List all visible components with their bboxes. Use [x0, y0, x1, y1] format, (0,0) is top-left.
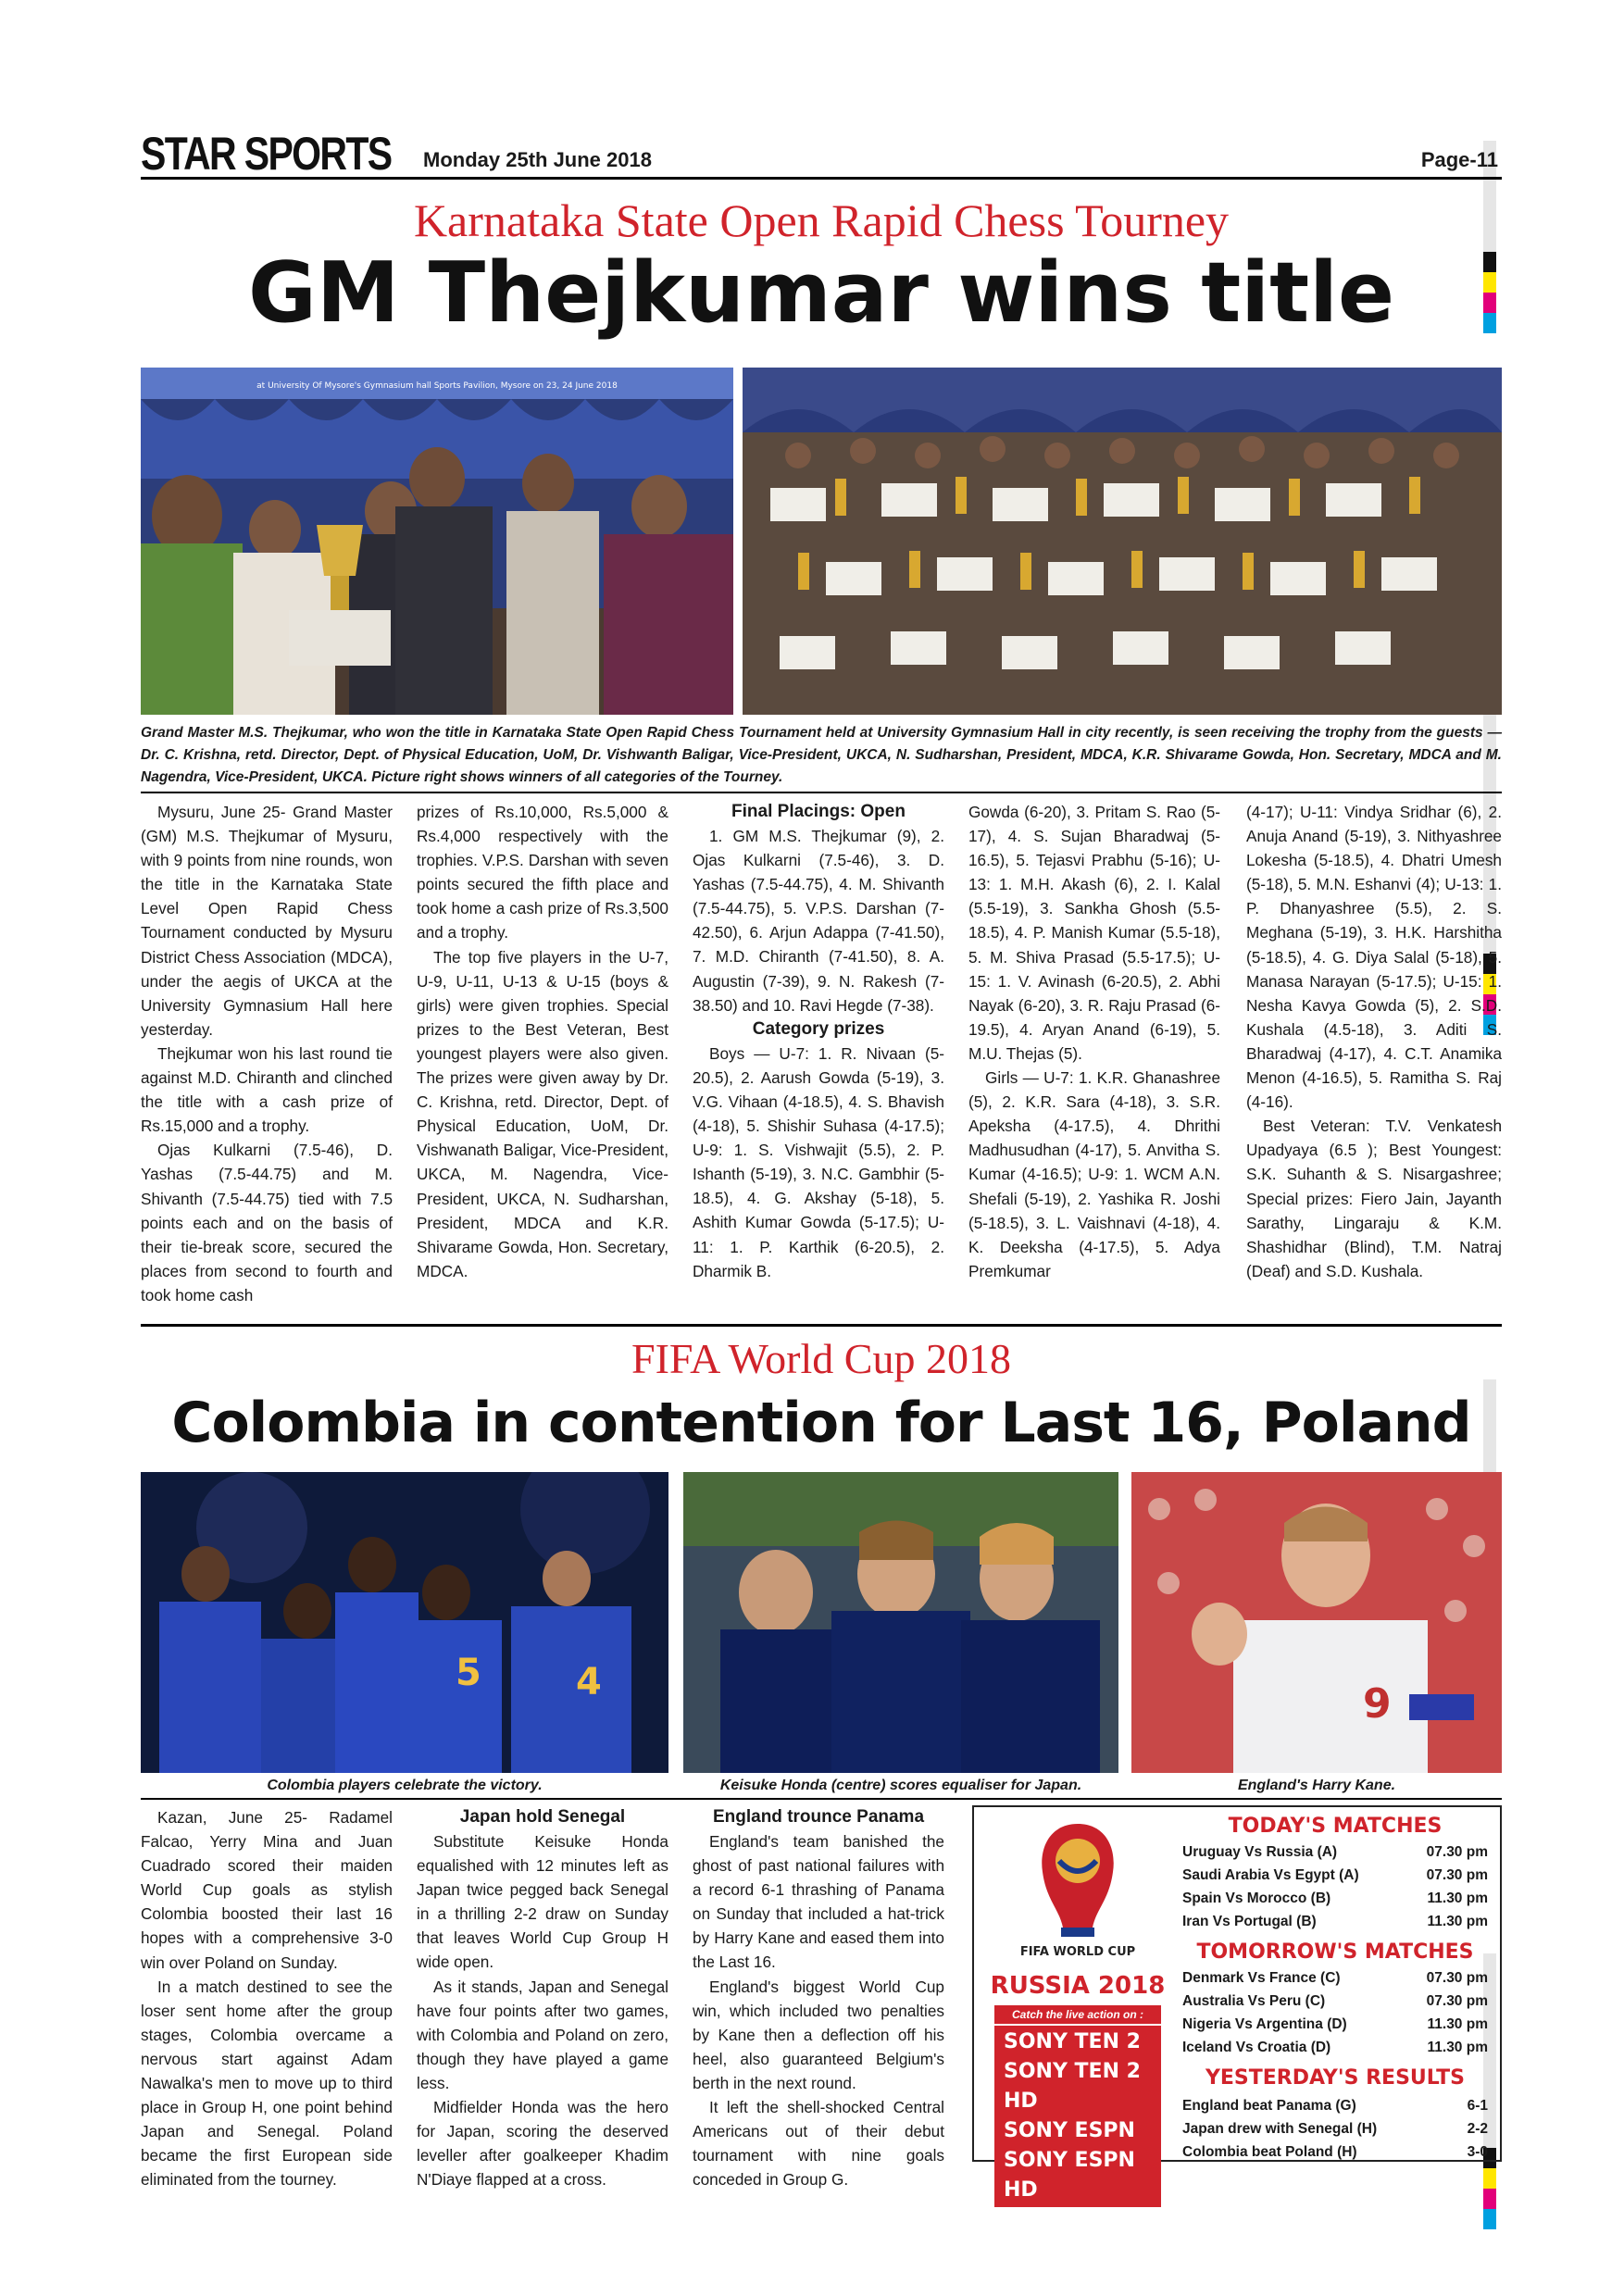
channel-item: SONY TEN 2	[994, 2028, 1161, 2057]
logo-line1: FIFA WORLD CUP	[1019, 1945, 1136, 1959]
banner-text: at University Of Mysore's Gymnasium hall Sports Pavilion, Mysore on 23, 24 June 2018	[256, 381, 618, 391]
paragraph: It left the shell-shocked Central Americans out of their debut tournament with nine goals conceded in Group G.	[693, 2098, 944, 2190]
match-name: Saudi Arabia Vs Egypt (A)	[1182, 1867, 1359, 1883]
world-cup-logo	[985, 1816, 1170, 1974]
schedule-lists	[1182, 1813, 1488, 2164]
match-time: 11.30 pm	[1427, 1890, 1488, 1906]
harry-kane-photo	[1131, 1472, 1502, 1773]
chess-headline: GM Thejkumar wins title	[247, 244, 1395, 342]
match-time: 07.30 pm	[1426, 1844, 1488, 1860]
chess-column-5	[1246, 800, 1502, 1283]
paragraph: Thejkumar won his last round tie against M.D. Chiranth and clinched the title with a cash prize of Rs.15,000 and a trophy.	[141, 1043, 393, 1136]
schedule-row	[1182, 1887, 1488, 1910]
chess-photo-caption: Grand Master M.S. Thejkumar, who won the title in Karnataka State Open Rapid Chess Tournament held at University Gymnasium Hall in city recently, is seen receiving the trophy from the guests — Dr. C. Krishna, retd. Director, Dept. of Physical Education, UoM, Dr. Vishwanth Baligar, Vice-President, UKCA, N. Sudharshan, President, MDCA, K.R. Shivarame Gowda, Hon. Secretary, MDCA and M. Nagendra, Vice-President, UKCA. Picture right shows winners of all categories of the Tourney.	[141, 725, 1502, 785]
paragraph: Midfielder Honda was the hero for Japan, scoring the deserved leveller after goalkeeper Khadim N'Diaye flapped at a cross.	[417, 2098, 668, 2190]
trophy-presentation-photo	[141, 368, 733, 715]
chess-column-3	[693, 800, 944, 1283]
schedule-row	[1182, 1910, 1488, 1933]
channel-item: SONY TEN 2 HD	[994, 2057, 1161, 2116]
match-time: 07.30 pm	[1426, 1867, 1488, 1883]
yesterdays-results-list	[1182, 2094, 1488, 2164]
schedule-row	[1182, 2117, 1488, 2140]
fifa-caption-divider	[141, 1798, 1502, 1800]
schedule-row	[1182, 2013, 1488, 2036]
chess-column-2	[417, 800, 668, 1283]
section-divider	[141, 1324, 1502, 1327]
japan-photo-caption: Keisuke Honda (centre) scores equaliser for Japan.	[719, 1778, 1082, 1793]
paragraph: The top five players in the U-7, U-9, U-11, U-13 & U-15 (boys & girls) were given trophies. Special prizes to the Best Veteran, Best youngest players were also given. The prizes were given away by Dr. C. Krishna, retd. Director, Dept. of Physical Education, UoM, Dr. Vishwanath Baligar, Vice-President, UKCA, M. Nagendra, Vice-President, UKCA, N. Sudharshan, President, MDCA and K.R. Shivarame Gowda, Hon. Secretary, MDCA.	[417, 947, 668, 1280]
england-subhead: England trounce Panama	[712, 1807, 925, 1827]
schedule-row	[1182, 2140, 1488, 2164]
channel-item: SONY ESPN HD	[994, 2146, 1161, 2205]
paragraph: Boys — U-7: 1. R. Nivaan (5-20.5), 2. Aarush Gowda (5-19), 3. V.G. Vihaan (4-18.5), 4. S. Bhavish (4-18), 5. Shishir Suhasa (4-17.5); U-9: 1. S. Vishwajit (5.5), 2. P. Ishanth (5-19), 3. N.C. Gambhir (5-18.5), 4. G. Akshay (5-18), 5. Ashith Kumar Gowda (5-17.5); U-11: 1. P. Karthik (6-20.5), 2. Dharmik B.	[693, 1043, 944, 1280]
tomorrows-matches-title: TOMORROW'S MATCHES	[1196, 1940, 1474, 1964]
category-prizes-heading: Category prizes	[752, 1018, 885, 1039]
fifa-column-2	[417, 1805, 668, 2191]
paragraph: Mysuru, June 25- Grand Master (GM) M.S. Thejkumar of Mysuru, with 9 points from nine rounds, won the title in the Karnataka State Level Open Rapid Chess Tournament conducted by Mysuru District Chess Association (MDCA), under the aegis of UKCA at the University Gymnasium Hall here yesterday.	[141, 803, 393, 1039]
match-score: 3-0	[1467, 2144, 1488, 2160]
match-name: Iran Vs Portugal (B)	[1182, 1914, 1317, 1929]
match-name: Nigeria Vs Argentina (D)	[1182, 2016, 1347, 2032]
svg-text:4: 4	[576, 1661, 602, 1703]
match-name: Japan drew with Senegal (H)	[1182, 2121, 1378, 2137]
colombia-players-photo	[141, 1472, 668, 1773]
paragraph: Kazan, June 25- Radamel Falcao, Yerry Mina and Juan Cuadrado scored their maiden World Cup goals as stylish Colombia boosted their last 16 hopes with a comprehensive 3-0 win over Poland on Sunday.	[141, 1808, 393, 1972]
match-name: Colombia beat Poland (H)	[1182, 2144, 1357, 2160]
match-score: 2-2	[1467, 2121, 1488, 2137]
match-score: 6-1	[1467, 2098, 1488, 2114]
paragraph: Best Veteran: T.V. Venkatesh Upadyaya (6.5 ); Best Youngest: S.K. Suhanth & S. Nisargashree; Special prizes: Fiero Jain, Jayanth Sarathy, Lingaraju & K.M. Shashidhar (Blind), T.M. Natraj (Deaf) and S.D. Kushala.	[1246, 1117, 1502, 1280]
match-name: Iceland Vs Croatia (D)	[1182, 2040, 1331, 2055]
kane-photo-caption: England's Harry Kane.	[1237, 1778, 1396, 1793]
match-time: 07.30 pm	[1426, 1970, 1488, 1986]
match-time: 11.30 pm	[1427, 1914, 1488, 1929]
match-time: 07.30 pm	[1426, 1993, 1488, 2009]
yesterdays-results-title: YESTERDAY'S RESULTS	[1205, 2066, 1466, 2090]
final-placings-heading: Final Placings: Open	[731, 802, 906, 821]
fifa-kicker: FIFA World Cup 2018	[631, 1335, 1011, 1382]
caption-divider	[141, 792, 1502, 793]
japan-subhead: Japan hold Senegal	[459, 1807, 626, 1827]
match-name: England beat Panama (G)	[1182, 2098, 1356, 2114]
paragraph: As it stands, Japan and Senegal have four points after two games, with Colombia and Poland on zero, though they have played a game less.	[417, 1977, 668, 2092]
paragraph: Ojas Kulkarni (7.5-46), D. Yashas (7.5-44.75) and M. Shivanth (7.5-44.75) tied with 7.5 points each and on the basis of their tie-break score, secured the places from second to fourth and took home cash	[141, 1141, 393, 1304]
fifa-headline: Colombia in contention for Last 16, Poland	[171, 1391, 1471, 1455]
paragraph: Girls — U-7: 1. K.R. Ghanashree (5), 2. K.R. Sara (4-18), 3. S.R. Apeksha (4-17.5), 4. Dhrithi Madhusudhan (4-17), 5. Anvitha S. Kumar (4-16.5); U-9: 1. WCM A.N. Shefali (5-19), 2. Yashika R. Joshi (5-18.5), 3. L. Vaishnavi (4-18), 4. K. Deeksha (4-17.5), 5. Adya Premkumar	[968, 1068, 1220, 1280]
match-name: Denmark Vs France (C)	[1182, 1970, 1341, 1986]
schedule-row	[1182, 1966, 1488, 1990]
paragraph: Gowda (6-20), 3. Pritam S. Rao (5-17), 4. S. Sujan Bharadwaj (5-16.5), 5. Tejasvi Prabhu (5-16); U-13: 1. M.H. Akash (6), 2. I. Kalal (5.5-19), 3. Sankha Ghosh (5.5-18.5), 4. P. Manish Kumar (5.5-18), 5. M. Shiva Prasad (5.5-17.5); U-15: 1. V. Avinash (6-20.5), 2. Abhi Nayak (6-20), 3. R. Raju Prasad (6-19.5), 4. Aryan Anand (6-19), 5. M.U. Thejas (5).	[968, 803, 1220, 1063]
channel-list	[994, 2026, 1161, 2207]
brand-logo: STAR SPORTS	[141, 128, 392, 180]
japan-players-photo	[683, 1472, 1118, 1773]
category-winners-photo	[743, 368, 1502, 715]
issue-date: Monday 25th June 2018	[423, 148, 652, 171]
channel-item: SONY ESPN	[994, 2116, 1161, 2146]
chess-column-4	[968, 800, 1220, 1283]
schedule-row	[1182, 2094, 1488, 2117]
fifa-column-3	[693, 1805, 944, 2191]
fifa-column-1	[141, 1805, 393, 2192]
chess-column-1	[141, 800, 393, 1307]
page-number: Page-11	[1420, 148, 1498, 171]
paragraph: 1. GM M.S. Thejkumar (9), 2. Ojas Kulkarni (7.5-46), 3. D. Yashas (7.5-44.75), 4. M. Shivanth (7.5-44.75), 5. V.P.S. Darshan (7-42.50), 6. Arjun Adappa (7-41.50), 7. M.D. Chiranth (7-41.50), 8. A. Augustin (7-39), 9. N. Rakesh (7-38.50) and 10. Ravi Hegde (7-38).	[693, 827, 944, 1015]
match-name: Uruguay Vs Russia (A)	[1182, 1844, 1338, 1860]
match-name: Spain Vs Morocco (B)	[1182, 1890, 1331, 1906]
schedule-row	[1182, 2036, 1488, 2059]
match-time: 11.30 pm	[1427, 2040, 1488, 2055]
paragraph: Substitute Keisuke Honda equalished with 12 minutes left as Japan twice pegged back Senegal in a thrilling 2-2 draw on Sunday that leaves World Cup Group H wide open.	[417, 1832, 668, 1972]
todays-matches-list	[1182, 1841, 1488, 1933]
schedule-row	[1182, 1864, 1488, 1887]
masthead	[141, 130, 1502, 180]
colombia-photo-caption: Colombia players celebrate the victory.	[267, 1778, 543, 1793]
paragraph: In a match destined to see the loser sent home after the group stages, Colombia overcame a nervous start against Adam Nawalka's men to move up to third place in Group H, one point behind Japan and Senegal. Poland became the first European side eliminated from the tourney.	[141, 1977, 393, 2190]
todays-matches-title: TODAY'S MATCHES	[1228, 1815, 1443, 1838]
paragraph: England's team banished the ghost of past national failures with a record 6-1 thrashing of Panama on Sunday that included a hat-trick by Harry Kane and eased them into the Last 16.	[693, 1832, 944, 1972]
svg-text:9: 9	[1363, 1680, 1392, 1728]
catch-live-label: Catch the live action on :	[994, 2005, 1161, 2024]
paragraph: (4-17); U-11: Vindya Sridhar (6), 2. Anuja Anand (5-19), 3. Nithyashree Lokesha (5-18.5), 4. Dhatri Umesh (5-18), 5. M.N. Eshanvi (4); U-13: 1. P. Dhanyashree (5.5), 2. S. Meghana (5-19), 3. H.K. Harshitha (5-18.5), 4. G. Diya Salal (5-18), 5. Manasa Narayan (5-17.5); U-15: 1. Nesha Kavya Gowda (5), 2. S.D. Kushala (4.5-18), 3. Aditi S. Bharadwaj (4-17), 4. C.T. Anamika Menon (4-16.5), 5. Ramitha S. Raj (4-16).	[1246, 803, 1502, 1112]
tomorrows-matches-list	[1182, 1966, 1488, 2059]
paragraph: England's biggest World Cup win, which included two penalties by Kane then a deflection off his heel, also guaranteed Belgium's berth in the next round.	[693, 1977, 944, 2092]
logo-russia-2018: RUSSIA 2018	[990, 1972, 1166, 2000]
paragraph: prizes of Rs.10,000, Rs.5,000 & Rs.4,000 respectively with the trophies. V.P.S. Darshan with seven points secured the fifth place and took home a cash prize of Rs.3,500 and a trophy.	[417, 803, 668, 942]
match-name: Australia Vs Peru (C)	[1182, 1993, 1326, 2009]
svg-text:5: 5	[456, 1652, 481, 1694]
chess-kicker: Karnataka State Open Rapid Chess Tourney	[413, 194, 1230, 246]
match-time: 11.30 pm	[1427, 2016, 1488, 2032]
match-schedule-box	[972, 1805, 1502, 2202]
schedule-row	[1182, 1841, 1488, 1864]
schedule-row	[1182, 1990, 1488, 2013]
